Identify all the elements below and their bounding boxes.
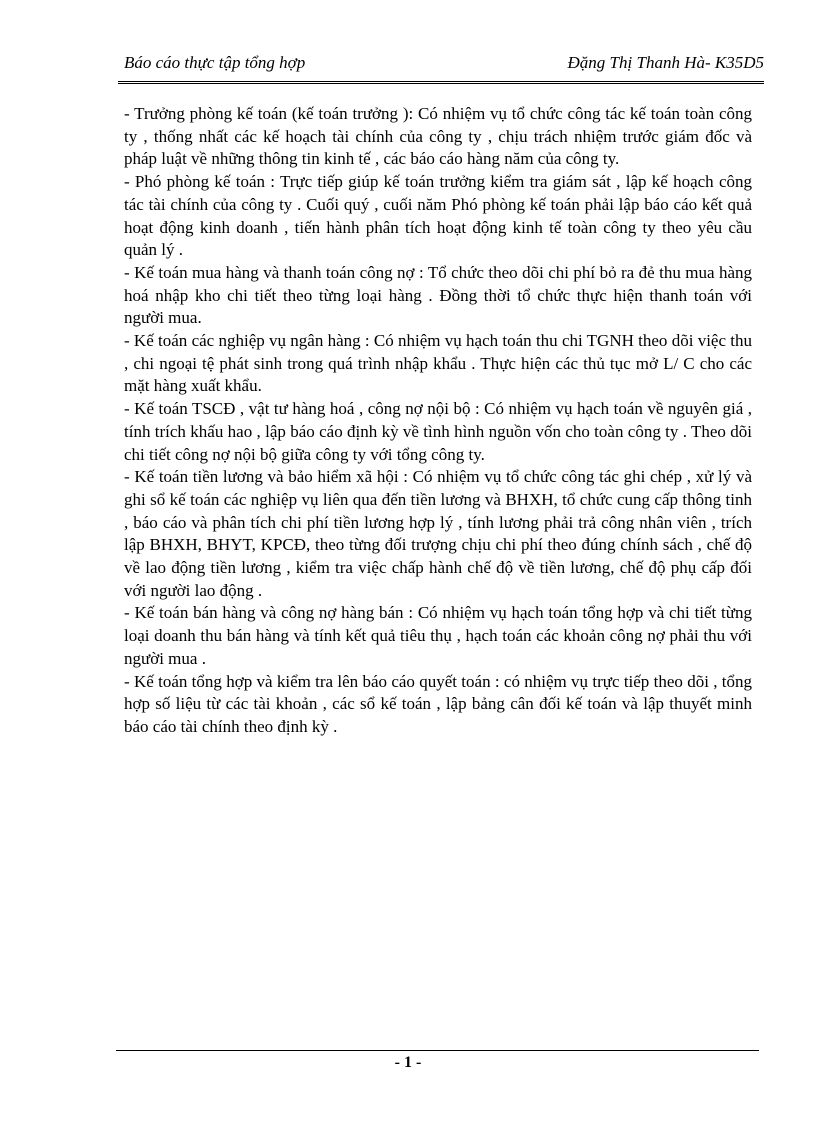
- page-number: - 1 -: [394, 1054, 422, 1071]
- paragraph-deputy-accountant: - Phó phòng kế toán : Trực tiếp giúp kế toán trưởng kiểm tra giám sát , lập kế hoạch công tác tài chính của công ty . Cuối quý , cuối năm Phó phòng kế toán phải lập báo cáo kết quả hoạt động kinh doanh , tiến hành phân tích hoạt động kinh tế toàn công ty theo yêu cầu quản lý .: [124, 172, 752, 260]
- document-body: [124, 103, 752, 739]
- header-author: Đặng Thị Thanh Hà- K35D5: [567, 53, 764, 72]
- paragraph-general-accountant: - Kế toán tổng hợp và kiểm tra lên báo cáo quyết toán : có nhiệm vụ trực tiếp theo dõi , tổng hợp số liệu từ các tài khoản , các sổ kế toán , lập bảng cân đối kế toán và lập thuyết minh báo cáo tài chính theo định kỳ .: [124, 671, 752, 736]
- page-header: [118, 53, 764, 77]
- header-divider: [118, 81, 764, 84]
- paragraph-fixed-asset-accountant: - Kế toán TSCĐ , vật tư hàng hoá , công nợ nội bộ : Có nhiệm vụ hạch toán về nguyên giá , tính trích khấu hao , lập báo cáo định kỳ về tình hình nguồn vốn cho toàn công ty . Theo dõi chi tiết công nợ nội bộ giữa công ty với tổng công ty.: [124, 399, 752, 464]
- footer-divider: [116, 1050, 759, 1051]
- paragraph-chief-accountant: - Trưởng phòng kế toán (kế toán trưởng ): Có nhiệm vụ tổ chức công tác kế toán toàn công ty , thống nhất các kế hoạch tài chính của công ty , chịu trách nhiệm trước giám đốc và pháp luật về những thông tin kinh tế , các báo cáo hàng năm của công ty.: [124, 104, 752, 169]
- paragraph-bank-accountant: - Kế toán các nghiệp vụ ngân hàng : Có nhiệm vụ hạch toán thu chi TGNH theo dõi việc thu , chi ngoại tệ phát sinh trong quá trình nhập khẩu . Thực hiện các thủ tục mở L/ C cho các mặt hàng xuất khẩu.: [124, 331, 752, 396]
- paragraph-sales-accountant: - Kế toán bán hàng và công nợ hàng bán : Có nhiệm vụ hạch toán tổng hợp và chi tiết từng loại doanh thu bán hàng và tính kết quả tiêu thụ , hạch toán các khoản công nợ phải thu với người mua .: [124, 603, 752, 668]
- paragraph-payroll-accountant: - Kế toán tiền lương và bảo hiểm xã hội : Có nhiệm vụ tổ chức công tác ghi chép , xử lý và ghi sổ kế toán các nghiệp vụ liên qua đến tiền lương và BHXH, tổ chức cung cấp thông tinh , báo cáo và phân tích chi phí tiền lương hợp lý , tính lương phải trả công nhân viên , trích lập BHXH, BHYT, KPCĐ, theo từng đối trượng chịu chi phí theo đúng chính sách , chế độ về lao động tiền lương , kiểm tra việc chấp hành chế độ về tiền lương, chế độ phụ cấp đối với người lao động .: [124, 467, 752, 600]
- header-report-title: Báo cáo thực tập tổng hợp: [124, 53, 306, 72]
- paragraph-purchasing-accountant: - Kế toán mua hàng và thanh toán công nợ : Tổ chức theo dõi chi phí bỏ ra đẻ thu mua hàng hoá nhập kho chi tiết theo từng loại hàng . Đồng thời tổ chức thực hiện thanh toán với người mua.: [124, 262, 752, 328]
